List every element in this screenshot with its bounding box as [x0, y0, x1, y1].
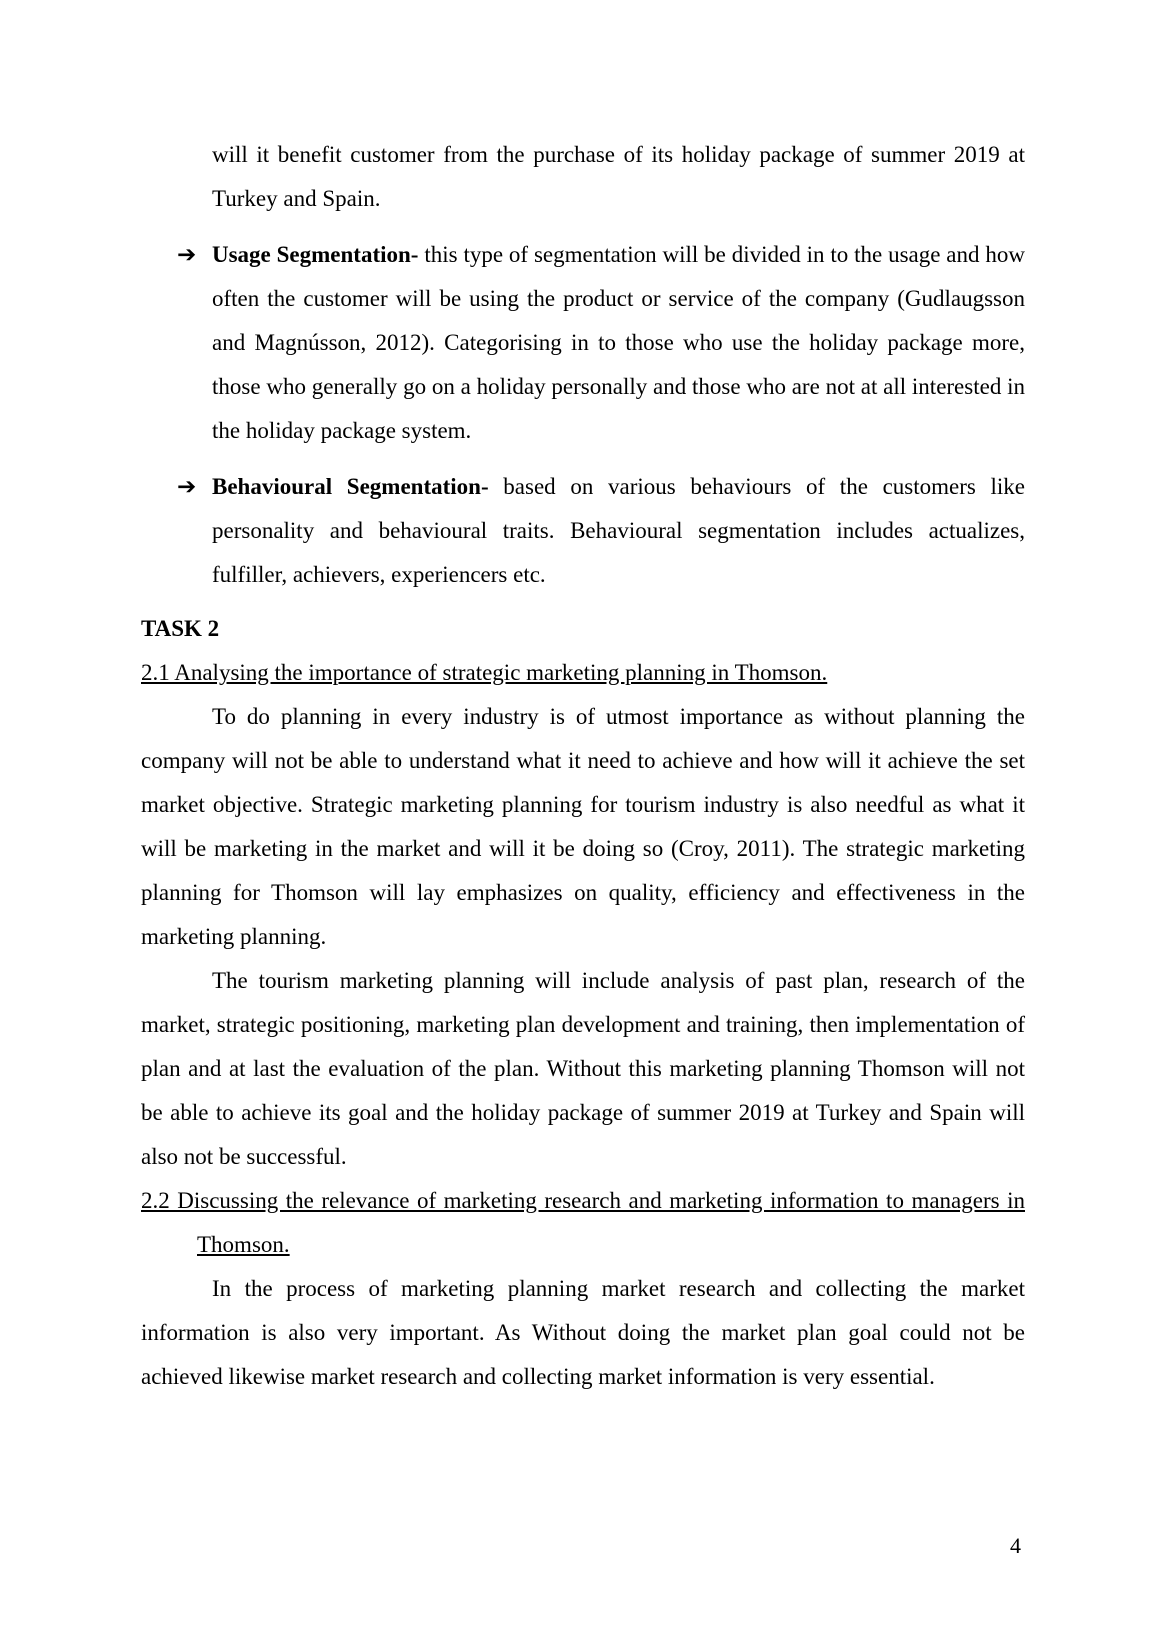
bullet-behavioural-segmentation [141, 465, 1025, 597]
bullet-usage-segmentation [141, 233, 1025, 453]
page-content [141, 133, 1025, 1399]
continuation-paragraph: will it benefit customer from the purchase of its holiday package of summer 2019 at Turkey and Spain. [212, 142, 1025, 211]
page-number: 4 [1010, 1533, 1021, 1558]
section-2-1-paragraph-1: To do planning in every industry is of utmost importance as without planning the company will not be able to understand what it need to achieve and how will it achieve the set market objective. Strategic marketing planning for tourism industry is also needful as what it will be marketing in the market and will it be doing so (Croy, 2011). The strategic marketing planning for Thomson will lay emphasizes on quality, efficiency and effectiveness in the marketing planning. [141, 704, 1025, 949]
bullet-text [212, 465, 1025, 597]
bullet-body: this type of segmentation will be divided in to the usage and how often the customer will be using the product or service of the company (Gudlaugsson and Magnússon, 2012). Categorising in to those who use the holiday package more, those who generally go on a holiday personally and those who are not at all interested in the holiday package system. [212, 242, 1025, 443]
section-2-2-heading: 2.2 Discussing the relevance of marketing research and marketing information to managers in Thomson. [141, 1188, 1025, 1257]
bullet-text [212, 233, 1025, 453]
arrow-bullet-icon: ➔ [177, 242, 197, 268]
bullet-body: based on various behaviours of the customers like personality and behavioural traits. Behavioural segmentation includes actualizes, fulfiller, achievers, experiencers etc. [212, 474, 1025, 587]
section-2-2-paragraph-1: In the process of marketing planning market research and collecting the market information is also very important. As Without doing the market plan goal could not be achieved likewise market research and collecting market information is very essential. [141, 1276, 1025, 1389]
section-2-1-paragraph-2: The tourism marketing planning will include analysis of past plan, research of the market, strategic positioning, marketing plan development and training, then implementation of plan and at last the evaluation of the plan. Without this marketing planning Thomson will not be able to achieve its goal and the holiday package of summer 2019 at Turkey and Spain will also not be successful. [141, 968, 1025, 1169]
arrow-bullet-icon: ➔ [177, 474, 197, 500]
bullet-term: Behavioural Segmentation- [212, 474, 489, 499]
bullet-term: Usage Segmentation- [212, 242, 419, 267]
section-2-1-heading: 2.1 Analysing the importance of strategic marketing planning in Thomson. [141, 660, 828, 685]
task-title: TASK 2 [141, 616, 220, 641]
